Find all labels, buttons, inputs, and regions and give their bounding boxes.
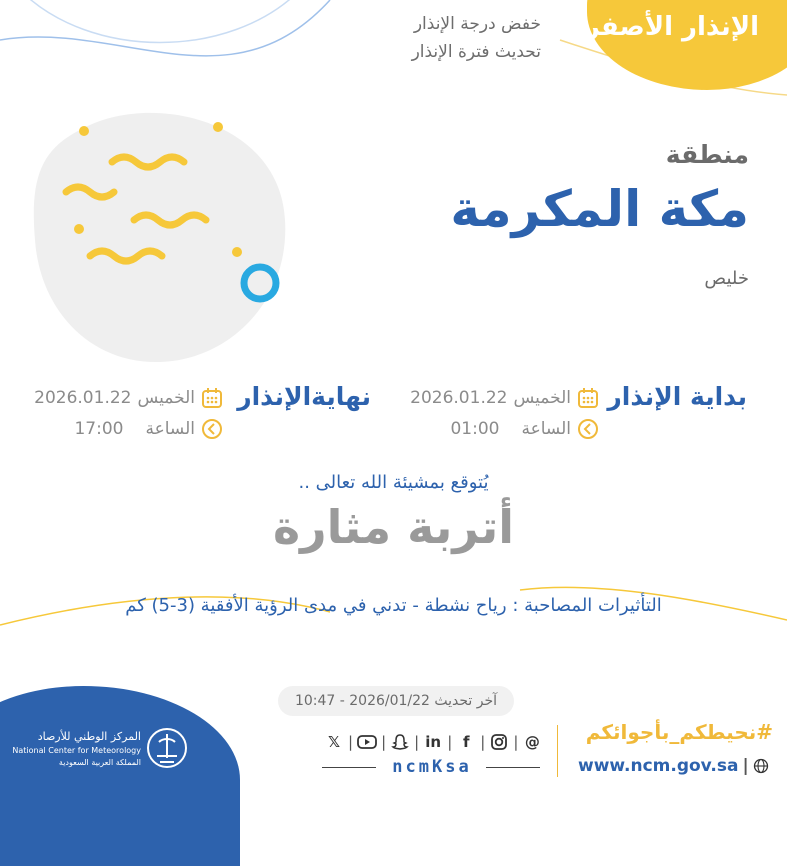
end-date: 2026.01.22: [34, 388, 132, 408]
end-time-label: الساعة: [145, 419, 195, 439]
last-updated: آخر تحديث 2026/01/22 - 10:47: [278, 686, 514, 716]
social-links: 𝕏 | | | in | f | | @: [324, 730, 542, 754]
start-title: بداية الإنذار: [607, 382, 747, 411]
threads-icon[interactable]: @: [524, 733, 540, 751]
ncm-name-arabic: المركز الوطني للأرصاد: [37, 730, 141, 743]
note-downgrade: خفض درجة الإنذار: [413, 14, 541, 34]
footer-divider: [557, 725, 558, 777]
instagram-icon[interactable]: [489, 732, 509, 752]
website-link[interactable]: www.ncm.gov.sa |: [578, 756, 769, 776]
calendar-icon: [201, 387, 223, 409]
social-handle[interactable]: ncmKsa: [392, 757, 472, 777]
handle-rule-right: [486, 767, 540, 768]
start-date: 2026.01.22: [410, 388, 508, 408]
area-name: خليص: [704, 268, 749, 289]
ncm-country: المملكة العربية السعودية: [58, 758, 141, 767]
chevron-circle-icon: [577, 418, 599, 440]
end-time: 17:00: [74, 419, 124, 439]
globe-icon: [753, 758, 769, 774]
region-label: منطقة: [665, 140, 749, 169]
start-date-line: [410, 387, 599, 409]
youtube-icon[interactable]: [357, 732, 377, 752]
chevron-circle-icon: [201, 418, 223, 440]
footer-blue-shape: [0, 686, 240, 866]
end-date-line: [34, 387, 223, 409]
start-day: الخميس: [513, 388, 571, 408]
region-name: مكة المكرمة: [450, 180, 749, 238]
ncm-emblem-icon: [146, 724, 188, 772]
facebook-icon[interactable]: f: [462, 733, 470, 751]
accompanying-effects: التأثيرات المصاحبة : رياح نشطة - تدني في مدى الرؤية الأفقية (3-5) كم: [125, 595, 662, 616]
calendar-icon: [577, 387, 599, 409]
x-icon[interactable]: 𝕏: [327, 733, 341, 751]
forecast-intro: يُتوقع بمشيئة الله تعالى ..: [298, 472, 489, 493]
dust-wind-illustration: [30, 100, 300, 370]
ncm-name-english: National Center for Meteorology: [12, 746, 141, 755]
end-day: الخميس: [137, 388, 195, 408]
handle-rule-left: [322, 767, 376, 768]
start-time-line: [450, 418, 599, 440]
campaign-hashtag: #نحيطكم_بأجوائكم: [585, 720, 773, 744]
end-time-line: [74, 418, 223, 440]
end-title: نهايةالإنذار: [237, 382, 371, 411]
start-time: 01:00: [450, 419, 500, 439]
website-url[interactable]: www.ncm.gov.sa: [578, 756, 739, 776]
weather-phenomenon: أتربة مثارة: [272, 500, 514, 554]
snapchat-icon[interactable]: [390, 732, 410, 752]
start-time-label: الساعة: [521, 419, 571, 439]
note-period-update: تحديث فترة الإنذار: [411, 42, 541, 62]
alert-level-title: الإنذار الأصفر: [584, 12, 759, 42]
linkedin-icon[interactable]: in: [425, 733, 442, 751]
